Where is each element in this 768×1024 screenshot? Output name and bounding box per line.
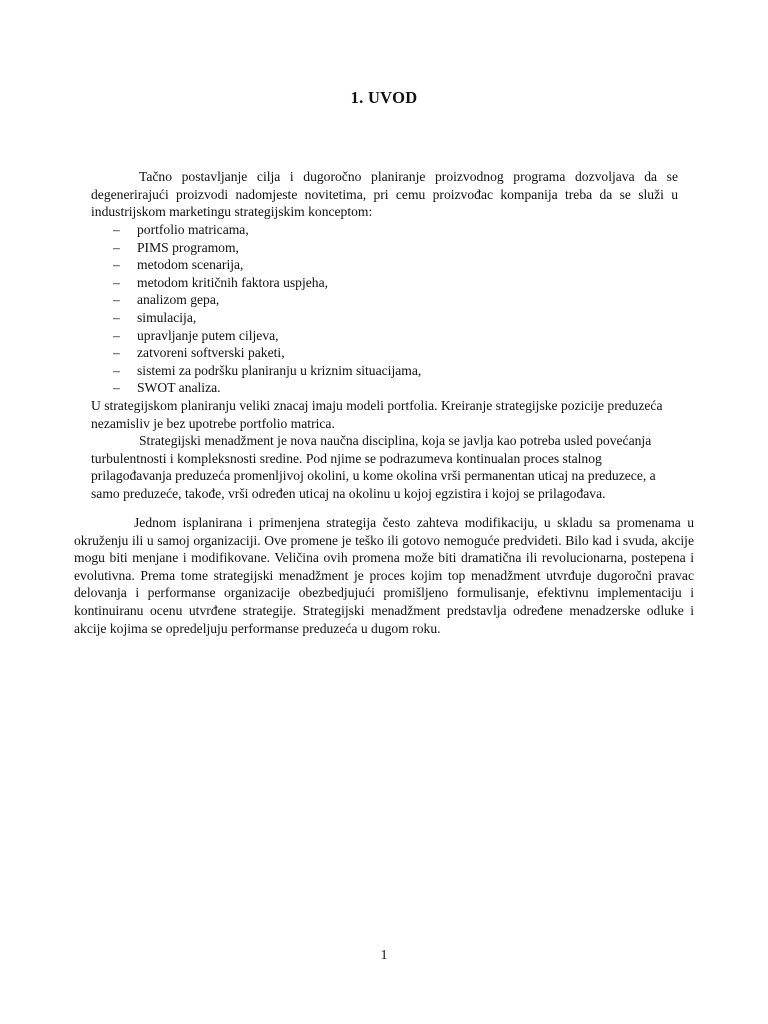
list-item (113, 362, 421, 380)
list-dash: – (113, 239, 120, 255)
list-item-text: portfolio matricama, (137, 222, 249, 237)
list-item (113, 379, 421, 397)
list-dash: – (113, 345, 120, 361)
list-item-text: metodom kritičnih faktora uspjeha, (137, 274, 329, 290)
portfolio-paragraph-text: U strategijskom planiranju veliki znacaj imaju modeli portfolia. Kreiranje strategijske pozicije preduzeća nezamisliv je bez upotrebe portfolio matrica. (91, 398, 663, 431)
list-item (113, 239, 421, 257)
list-item-text: zatvoreni softverski paketi, (137, 345, 285, 361)
list-item (113, 344, 421, 362)
list-item-text: SWOT analiza. (137, 380, 221, 396)
list-dash: – (113, 274, 120, 290)
list-dash: – (113, 327, 120, 343)
list-dash: – (113, 222, 120, 237)
page-number: 1 (380, 947, 388, 962)
list-item-text: analizom gepa, (137, 292, 220, 308)
concept-list (113, 221, 421, 397)
strategy-change-paragraph: Jednom isplanirana i primenjena strategija često zahteva modifikaciju, u skladu sa promenama u okruženju ili u samoj organizaciji. Ove promene je teško ili gotovo nemoguće predvideti. Bilo kad i svuda, akcije mogu biti menjane i modifikovane. Veličina ovih promena može biti dramatična ili revolucionarna, postepena i evolutivna. Prema tome strategijski menadžment je proces kojim top menadžment utvrđuje dugoročni pravac delovanja i performanse organizacije obezbedjujući promišljeno formulisanje, efektivnu implementaciju i kontinuiranu ocenu utvrđene strategije. Strategijski menadžment predstavlja određene menadzerske odluke i akcije kojima se opredeljuju performanse preduzeća u dugom roku. (74, 515, 694, 636)
portfolio-paragraph (91, 397, 681, 432)
list-item (113, 309, 421, 327)
list-dash: – (113, 292, 120, 308)
list-item (113, 256, 421, 274)
list-dash: – (113, 309, 120, 325)
list-item (113, 221, 421, 239)
list-item-text: PIMS programom, (137, 239, 239, 255)
list-dash: – (113, 362, 120, 378)
list-item-text: metodom scenarija, (137, 257, 244, 273)
intro-paragraph: Tačno postavljanje cilja i dugoročno planiranje proizvodnog programa dozvoljava da se degenerirajući proizvodi nadomjeste novitetima, pri cemu proizvođac kompanija treba da se služi u industrijskom marketingu strategijskim konceptom: (91, 169, 678, 220)
list-item-text: sistemi za podršku planiranju u kriznim situacijama, (137, 362, 422, 378)
list-item (113, 291, 421, 309)
list-dash: – (113, 257, 120, 273)
strategic-management-paragraph: Strategijski menadžment je nova naučna disciplina, koja se javlja kao potreba usled povećanja turbulentnosti i kompleksnosti sredine. Pod njime se podrazumeva kontinualan proces stalnog prilagođavanja preduzeća promenljivoj okolini, u kome okolina vrši permanentan uticaj na preduzece, a samo preduzeće, takođe, vrši određen uticaj na okolinu u kojoj egzistira i kojoj se prilagođava. (91, 433, 656, 501)
list-item (113, 327, 421, 345)
list-item-text: upravljanje putem ciljeva, (137, 327, 279, 343)
page-title: 1. UVOD (350, 88, 418, 107)
list-item (113, 274, 421, 292)
list-dash: – (113, 380, 120, 396)
list-item-text: simulacija, (137, 309, 197, 325)
